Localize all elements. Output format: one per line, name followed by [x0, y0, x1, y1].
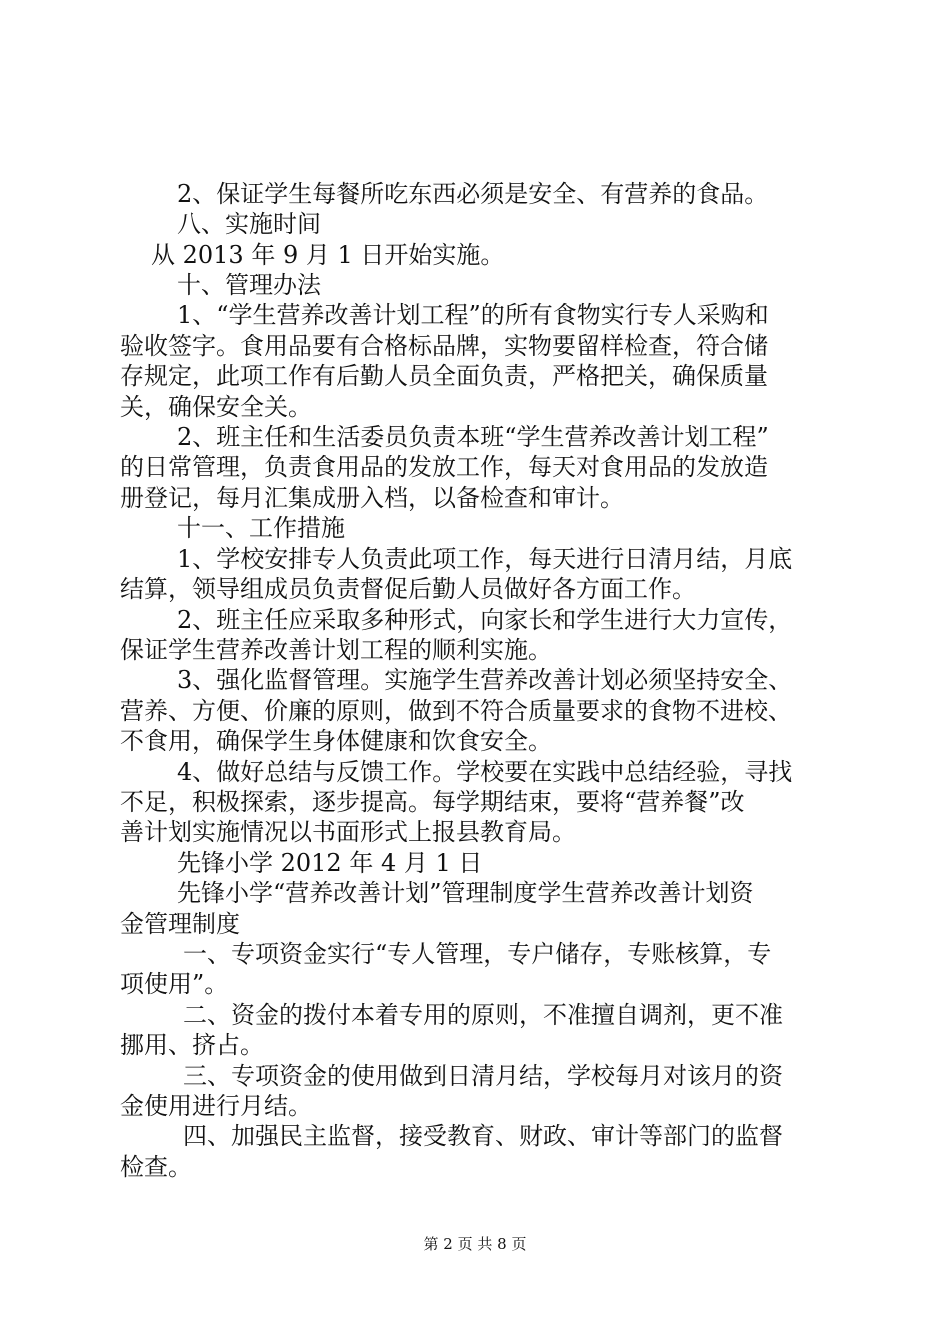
text-line: 3、强化监督管理。实施学生营养改善计划必须坚持安全、	[177, 666, 793, 694]
text-line: 三、专项资金的使用做到日清月结，学校每月对该月的资	[183, 1062, 783, 1090]
text-line: 营养、方便、价廉的原则，做到不符合质量要求的食物不进校、	[120, 697, 792, 725]
text-line: 善计划实施情况以书面形式上报县教育局。	[120, 818, 576, 846]
text-line: 四、加强民主监督，接受教育、财政、审计等部门的监督	[183, 1122, 783, 1150]
text-line: 的日常管理，负责食用品的发放工作，每天对食用品的发放造	[120, 453, 768, 481]
text-line: 不食用，确保学生身体健康和饮食安全。	[120, 727, 552, 755]
text-line: 2、班主任应采取多种形式，向家长和学生进行大力宣传，	[177, 606, 793, 634]
text-line: 二、资金的拨付本着专用的原则，不准擅自调剂，更不准	[183, 1001, 783, 1029]
page-number-footer: 第 2 页 共 8 页	[423, 1235, 527, 1253]
text-line: 存规定，此项工作有后勤人员全面负责，严格把关，确保质量	[120, 362, 768, 390]
section-heading: 十、管理办法	[177, 271, 321, 299]
text-line: 1、“学生营养改善计划工程”的所有食物实行专人采购和	[177, 301, 769, 329]
text-line: 2、班主任和生活委员负责本班“学生营养改善计划工程”	[177, 423, 769, 451]
text-line: 检查。	[120, 1153, 192, 1181]
text-line: 从 2013 年 9 月 1 日开始实施。	[151, 241, 505, 269]
section-heading: 八、实施时间	[177, 210, 321, 238]
text-line: 不足，积极探索，逐步提高。每学期结束，要将“营养餐”改	[120, 788, 745, 816]
text-line: 1、学校安排专人负责此项工作，每天进行日清月结，月底	[177, 545, 793, 573]
text-line: 一、专项资金实行“专人管理，专户储存，专账核算，专	[183, 940, 772, 968]
text-line: 验收签字。食用品要有合格标品牌，实物要留样检查，符合储	[120, 332, 768, 360]
text-line: 先锋小学“营养改善计划”管理制度学生营养改善计划资	[177, 879, 754, 907]
text-line: 挪用、挤占。	[120, 1031, 264, 1059]
text-line: 结算，领导组成员负责督促后勤人员做好各方面工作。	[120, 575, 696, 603]
section-heading: 十一、工作措施	[177, 514, 345, 542]
text-line: 4、做好总结与反馈工作。学校要在实践中总结经验，寻找	[177, 758, 793, 786]
text-line: 2、保证学生每餐所吃东西必须是安全、有营养的食品。	[177, 180, 769, 208]
text-line: 项使用”。	[120, 970, 229, 998]
text-line: 保证学生营养改善计划工程的顺利实施。	[120, 636, 552, 664]
text-line: 金管理制度	[120, 910, 240, 938]
signature-date: 先锋小学 2012 年 4 月 1 日	[177, 849, 483, 877]
text-line: 册登记，每月汇集成册入档，以备检查和审计。	[120, 484, 624, 512]
text-line: 关，确保安全关。	[120, 393, 312, 421]
text-line: 金使用进行月结。	[120, 1092, 312, 1120]
